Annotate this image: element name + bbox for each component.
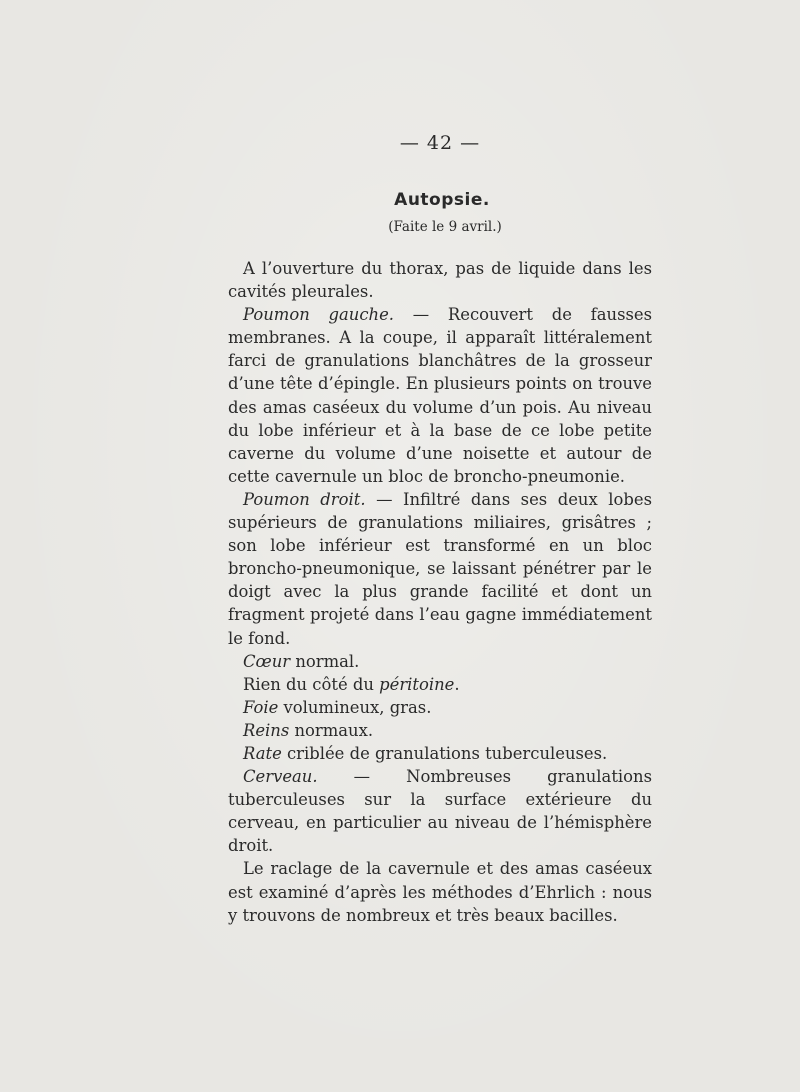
paragraph-thorax (228, 257, 652, 303)
paragraph-spleen (228, 742, 652, 765)
paragraph-heart (228, 650, 652, 673)
paragraph-left-lung (228, 303, 652, 488)
paragraph-text: normal. (290, 651, 360, 671)
paragraph-ehrlich (228, 857, 652, 926)
paragraph-text: A l’ouverture du thorax, pas de liquide dans les cavités pleurales. (228, 259, 652, 302)
paragraph-label: Cerveau. (243, 767, 318, 787)
paragraph-kidneys (228, 719, 652, 742)
paragraph-brain (228, 765, 652, 857)
paragraph-label: Poumon droit. (243, 489, 366, 509)
paragraph-text: Rien du côté du (243, 674, 380, 694)
paragraph-text: — Infiltré dans ses deux lobes supérieurs de granulations miliaires, grisâtres ; son lobe inférieur est transformé en un bloc broncho-pneumonique, se laissant pénétrer par le doigt avec la plus grande facilité et dont un fragment projeté dans l’eau gagne immédiatement le fond. (228, 489, 652, 648)
paragraph-text: volumineux, gras. (278, 697, 432, 717)
section-heading: Autopsie. (394, 190, 490, 210)
paragraph-liver (228, 696, 652, 719)
section-subheading: (Faite le 9 avril.) (388, 219, 502, 235)
paragraph-text: normaux. (289, 720, 374, 740)
page-number: — 42 — (399, 132, 481, 154)
paragraph-label: péritoine (379, 674, 455, 694)
paragraph-label: Reins (243, 720, 290, 740)
paragraph-peritoneum (228, 673, 652, 696)
paragraph-text: criblée de granulations tuberculeuses. (281, 743, 608, 763)
paragraph-text: — Nombreuses granulations tuberculeuses sur la surface extérieure du cerveau, en particulier au niveau de l’hémisphère droit. (228, 767, 652, 856)
paragraph-text: Le raclage de la cavernule et des amas caséeux est examiné d’après les méthodes d’Ehrlich : nous y trouvons de nombreux et très beaux bacilles. (228, 859, 652, 925)
paragraph-right-lung (228, 488, 652, 650)
paragraph-label: Cœur (243, 651, 291, 671)
paragraph-label: Rate (243, 743, 282, 763)
paragraph-text: — Recouvert de fausses membranes. A la coupe, il apparaît littéralement farci de granulations blanchâtres de la grosseur d’une tête d’épingle. En plusieurs points on trouve des amas caséeux du volume d’un pois. Au niveau du lobe inférieur et à la base de ce lobe petite caverne du volume d’une noisette et autour de cette cavernule un bloc de broncho-pneumonie. (228, 305, 653, 486)
paragraph-label: Foie (243, 697, 279, 717)
paragraph-text-end: . (454, 674, 460, 694)
paragraph-label: Poumon gauche. (243, 305, 394, 325)
autopsy-report-body (228, 257, 652, 927)
